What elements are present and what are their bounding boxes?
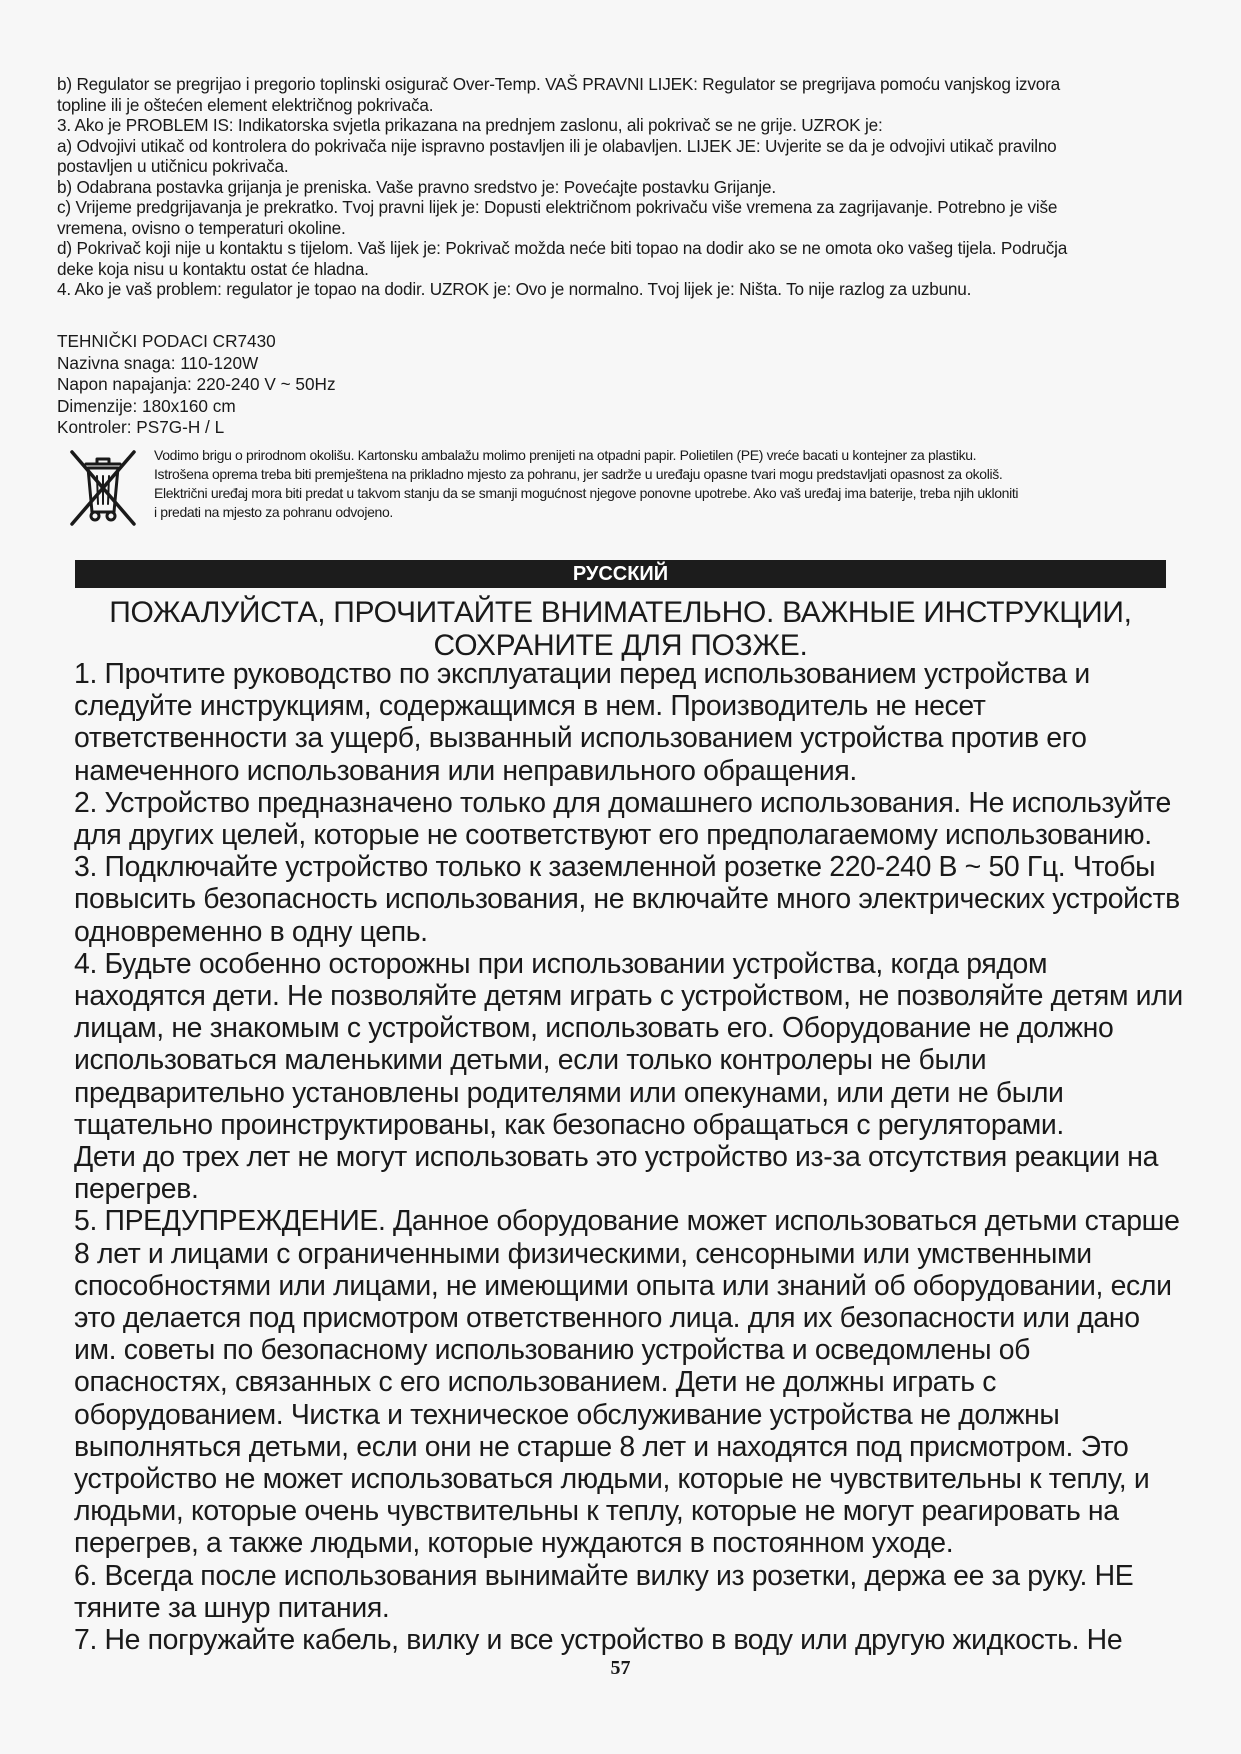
text-line: 3. Подключайте устройство только к заземленной розетке 220-240 В ~ 50 Гц. Чтобы [74, 851, 1156, 884]
text-line: опасностях, связанных с его использованием. Дети не должны играть с [74, 1366, 997, 1399]
text-line: c) Vrijeme predgrijavanja je prekratko. Tvoj pravni lijek je: Dopusti električnom pokrivaču više vremena za zagrijavanje. Potrebno je više [57, 197, 1058, 217]
text-line: людьми, которые очень чувствительны к теплу, которые не могут реагировать на [74, 1495, 1119, 1528]
tech-data-controller: Kontroler: PS7G-H / L [57, 417, 225, 437]
text-line: topline ili je oštećen element električnog pokrivača. [57, 94, 434, 115]
text-line: b) Odabrana postavka grijanja je preniska. Vaše pravno sredstvo je: Povećajte postavku Grijanje. [57, 176, 776, 197]
text-line: способностями или лицами, не имеющими опыта или знаний об оборудовании, если [74, 1269, 1172, 1302]
page-number: 57 [610, 1657, 631, 1679]
text-line: postavljen u utičnicu pokrivača. [57, 156, 289, 176]
text-line: 4. Будьте особенно осторожны при использовании устройства, когда рядом [74, 947, 1048, 980]
text-line: лицам, не знакомым с устройством, использовать его. Оборудование не должно [74, 1012, 1114, 1045]
crossed-out-wheelie-bin-icon [64, 446, 142, 528]
text-line: i predati na mjesto za pohranu odvojeno. [154, 504, 393, 520]
text-line: им. советы по безопасному использованию устройства и осведомлены об [74, 1334, 1031, 1367]
text-line: 1. Прочтите руководство по эксплуатации перед использованием устройства и [74, 658, 1090, 690]
text-line: 4. Ako je vaš problem: regulator je topao na dodir. UZROK je: Ovo je normalno. Tvoj lijek je: Ništa. To nije razlog za uzbunu. [57, 279, 972, 299]
text-line: 3. Ako je PROBLEM IS: Indikatorska svjetla prikazana na prednjem zaslonu, ali pokrivač se ne grije. UZROK je: [57, 115, 883, 135]
text-line: повысить безопасность использования, не включайте много электрических устройств [74, 883, 1180, 916]
text-line: Električni uređaj mora biti predat u takvom stanju da se smanji mogućnost njegove ponovne upotrebe. Ako vaš uređaj ima baterije, treba njih ukloniti [154, 485, 1019, 501]
tech-data-title: TEHNIČKI PODACI CR7430 [57, 331, 276, 351]
text-line: находятся дети. Не позволяйте детям играть с устройством, не позволяйте детям или [74, 980, 1183, 1013]
text-line: ответственности за ущерб, вызванный использованием устройства против его [74, 722, 1087, 755]
title-line: СОХРАНИТЕ ДЛЯ ПОЗЖЕ. [433, 629, 808, 662]
tech-data-voltage: Napon napajanja: 220-240 V ~ 50Hz [57, 374, 336, 394]
text-line: тщательно проинструктированы, как безопасно обращаться с регуляторами. [74, 1108, 1064, 1141]
text-line: следуйте инструкциям, содержащимся в нем. Производитель не несет [74, 690, 986, 723]
text-line: предварительно установлены родителями или опекунами, или дети не были [74, 1076, 1064, 1109]
title-line: ПОЖАЛУЙСТА, ПРОЧИТАЙТЕ ВНИМАТЕЛЬНО. ВАЖНЫЕ ИНСТРУКЦИИ, [109, 596, 1132, 629]
text-line: d) Pokrivač koji nije u kontaktu s tijelom. Vaš lijek je: Pokrivač možda neće biti topao na dodir ako se ne omota oko vašeg tijela. Područja [57, 238, 1068, 258]
text-line: устройство не может использоваться людьми, которые не чувствительны к теплу, и [74, 1463, 1150, 1496]
text-line: 7. Не погружайте кабель, вилку и все устройство в воду или другую жидкость. Не [74, 1624, 1123, 1657]
tech-data-dimensions: Dimenzije: 180x160 cm [57, 395, 236, 416]
technical-data [57, 331, 336, 439]
text-line: тяните за шнур питания. [74, 1591, 390, 1624]
text-line: b) Regulator se pregrijao i pregorio toplinski osigurač Over-Temp. VAŠ PRAVNI LIJEK: Regulator se pregrijava pomoću vanjskog izvora [57, 74, 1060, 94]
text-line: 6. Всегда после использования вынимайте вилку из розетки, держа ее за руку. НЕ [74, 1559, 1134, 1592]
text-line: deke koja nisu u kontaktu ostat će hladna. [57, 258, 369, 279]
text-line: оборудованием. Чистка и техническое обслуживание устройства не должны [74, 1398, 1060, 1431]
text-line: перегрев, а также людьми, которые нуждаются в постоянном уходе. [74, 1527, 954, 1560]
text-line: это делается под присмотром ответственного лица. для их безопасности или дано [74, 1302, 1140, 1335]
text-line: для других целей, которые не соответствуют его предполагаемому использованию. [74, 819, 1152, 852]
text-line: Дети до трех лет не могут использовать это устройство из-за отсутствия реакции на [74, 1141, 1159, 1174]
environment-notice [154, 446, 1184, 522]
text-line: 2. Устройство предназначено только для домашнего использования. Не используйте [74, 786, 1171, 819]
russian-title [75, 596, 1166, 662]
text-line: a) Odvojivi utikač od kontrolera do pokrivača nije ispravno postavljen ili je olabavljen. LIJEK JE: Uvjerite se da je odvojivi utikač pravilno [57, 135, 1057, 156]
text-line: одновременно в одну цепь. [74, 915, 428, 948]
text-line: vremena, ovisno o temperaturi okoline. [57, 217, 346, 238]
text-line: использоваться маленькими детьми, если только контролеры не были [74, 1044, 987, 1077]
text-line: выполняться детьми, если они не старше 8 лет и находятся под присмотром. Это [74, 1430, 1129, 1463]
text-line: перегрев. [74, 1173, 199, 1206]
text-line: 5. ПРЕДУПРЕЖДЕНИЕ. Данное оборудование может использоваться детьми старше [74, 1205, 1180, 1238]
croatian-troubleshooting [57, 74, 1177, 300]
text-line: Istrošena oprema treba biti premještena na prikladno mjesto za pohranu, jer sadrže u uređaju opasne tvari mogu predstavljati opasnost za okoliš. [154, 466, 1003, 482]
text-line: намеченного использования или неправильного обращения. [74, 754, 857, 787]
text-line: Vodimo brigu o prirodnom okolišu. Kartonsku ambalažu molimo prenijeti na otpadni papir. Polietilen (PE) vreće bacati u kontejner za plastiku. [154, 447, 977, 463]
language-header: РУССКИЙ [75, 560, 1166, 588]
text-line: 8 лет и лицами с ограниченными физическими, сенсорными или умственными [74, 1237, 1092, 1270]
tech-data-power: Nazivna snaga: 110-120W [57, 352, 259, 373]
russian-instructions [74, 658, 1194, 1656]
